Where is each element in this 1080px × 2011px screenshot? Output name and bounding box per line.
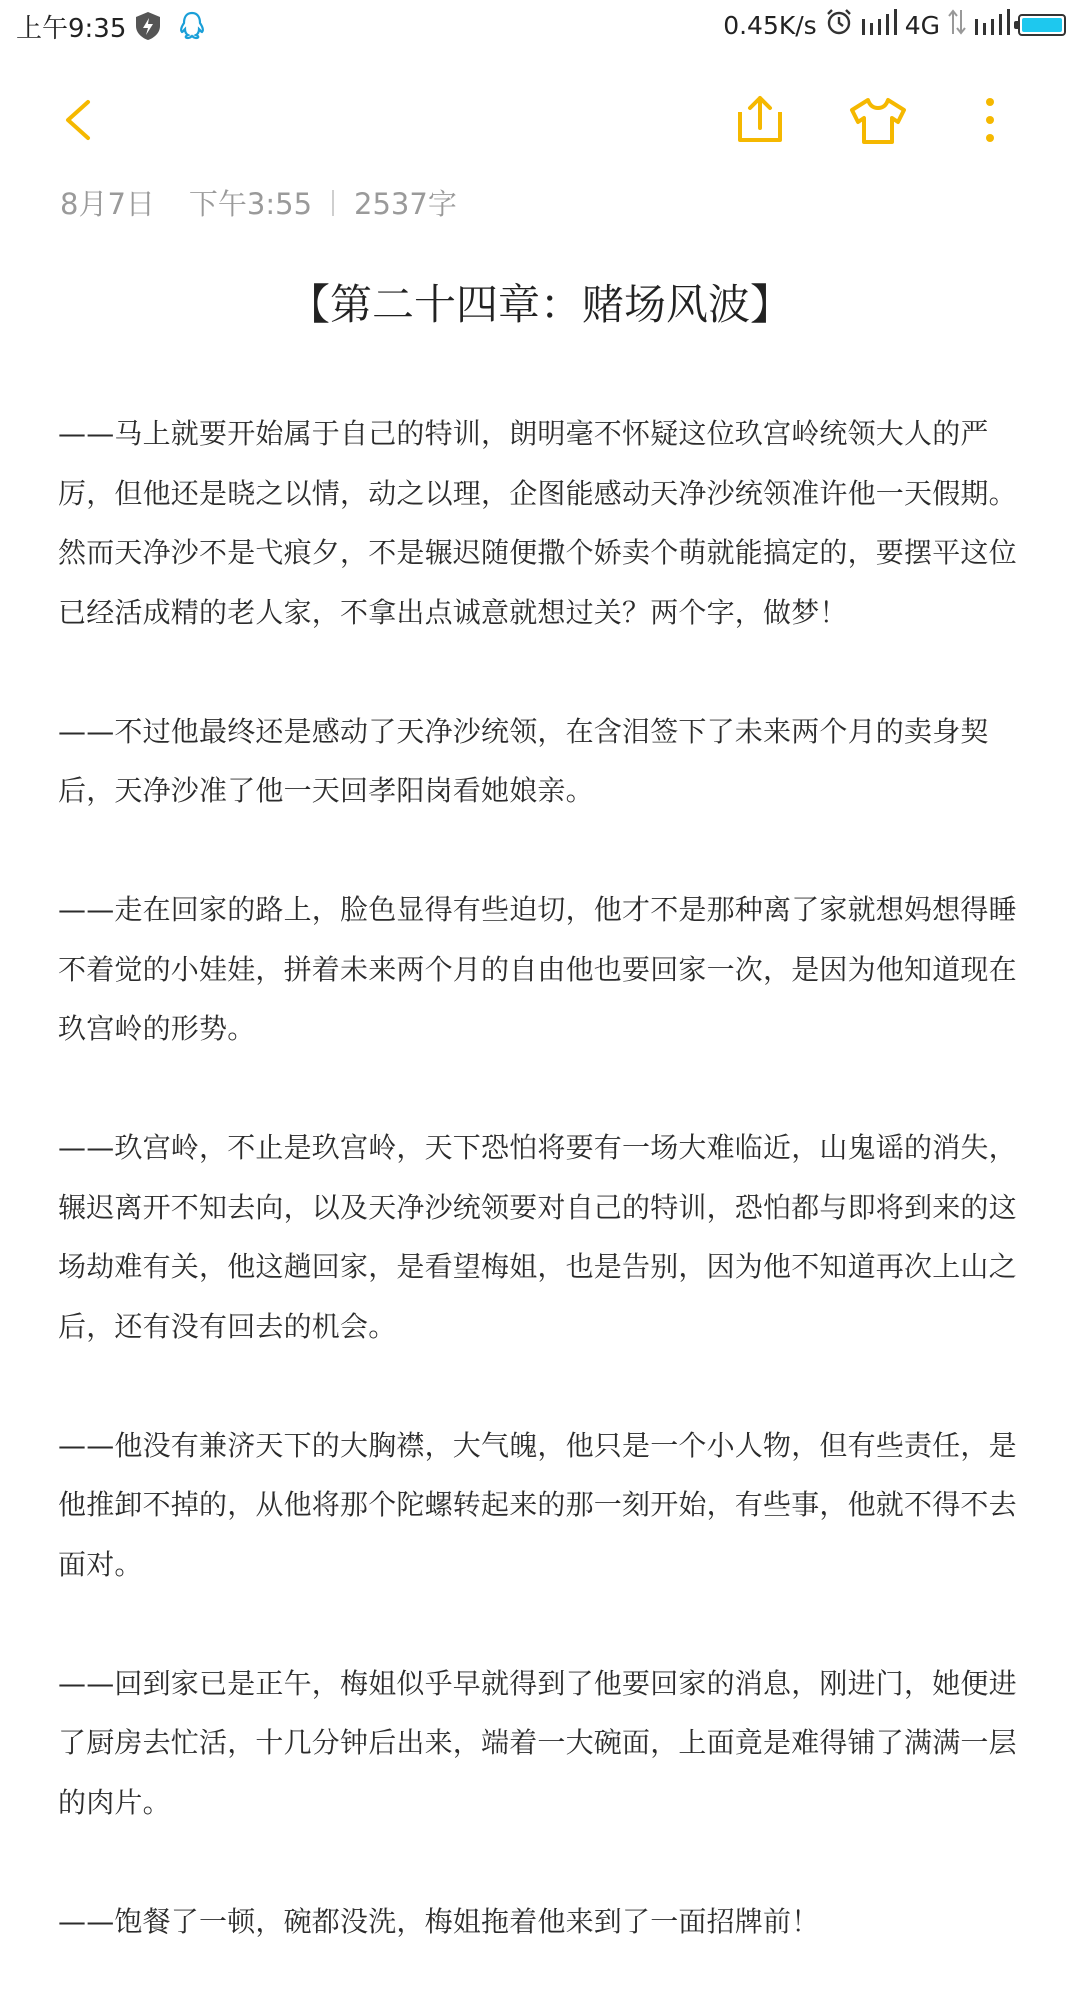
word-count: 2537字 [354, 187, 457, 221]
back-arrow-icon [56, 88, 108, 152]
note-date: 8月7日 [60, 187, 155, 221]
theme-button[interactable] [846, 88, 910, 152]
note-body[interactable] [58, 404, 1024, 2011]
signal-icon [861, 9, 897, 41]
status-right [723, 8, 1066, 42]
paragraph: ——不过他最终还是感动了天净沙统领，在含泪签下了未来两个月的卖身契后，天净沙准了他一天回孝阳岗看她娘亲。 [58, 714, 989, 807]
data-arrows-icon [948, 8, 966, 42]
status-bar [0, 0, 1080, 52]
shirt-theme-icon [846, 88, 910, 152]
signal-icon-2 [974, 9, 1010, 41]
more-vertical-icon [970, 88, 1010, 152]
note-meta [60, 182, 457, 223]
paragraph: ——走在回家的路上，脸色显得有些迫切，他才不是那种离了家就想妈想得睡不着觉的小娃娃，拼着未来两个月的自由他也要回家一次，是因为他知道现在玖宫岭的形势。 [58, 893, 1017, 1045]
back-button[interactable] [56, 88, 108, 152]
network-speed: 0.45K/s [723, 10, 817, 40]
meta-divider [332, 190, 334, 216]
paragraph: ——回到家已是正午，梅姐似乎早就得到了他要回家的消息，刚进门，她便进了厨房去忙活，十几分钟后出来，端着一大碗面，上面竟是难得铺了满满一层的肉片。 [58, 1666, 1017, 1819]
status-left-icons [133, 10, 207, 46]
share-icon [732, 88, 788, 152]
alarm-icon [825, 8, 853, 42]
status-time: 上午9:35 [16, 14, 127, 44]
paragraph: ——玖宫岭，不止是玖宫岭，天下恐怕将要有一场大难临近，山鬼谣的消失，辗迟离开不知去向，以及天净沙统领要对自己的特训，恐怕都与即将到来的这场劫难有关，他这趟回家，是看望梅姐，也是告别，因为他不知道再次上山之后，还有没有回去的机会。 [58, 1131, 1017, 1343]
network-type: 4G [904, 10, 940, 40]
share-button[interactable] [732, 88, 788, 152]
qq-icon [177, 10, 207, 46]
note-time: 下午3:55 [188, 187, 313, 221]
toolbar [0, 88, 1080, 152]
chapter-title: 【第二十四章：赌场风波】 [287, 280, 792, 329]
more-button[interactable] [970, 88, 1010, 152]
paragraph: ——马上就要开始属于自己的特训，朗明毫不怀疑这位玖宫岭统领大人的严厉，但他还是晓之以情，动之以理，企图能感动天净沙统领准许他一天假期。然而天净沙不是弋痕夕，不是辗迟随便撒个娇卖个萌就能搞定的，要摆平这位已经活成精的老人家，不拿出点诚意就想过关？两个字，做梦！ [58, 417, 1017, 629]
shield-icon [133, 10, 163, 46]
paragraph: ——饱餐了一顿，碗都没洗，梅姐拖着他来到了一面招牌前！ [58, 1904, 820, 1938]
battery-icon [1018, 14, 1066, 36]
paragraph: ——他没有兼济天下的大胸襟，大气魄，他只是一个小人物，但有些责任，是他推卸不掉的，从他将那个陀螺转起来的那一刻开始，有些事，他就不得不去面对。 [58, 1428, 1017, 1581]
